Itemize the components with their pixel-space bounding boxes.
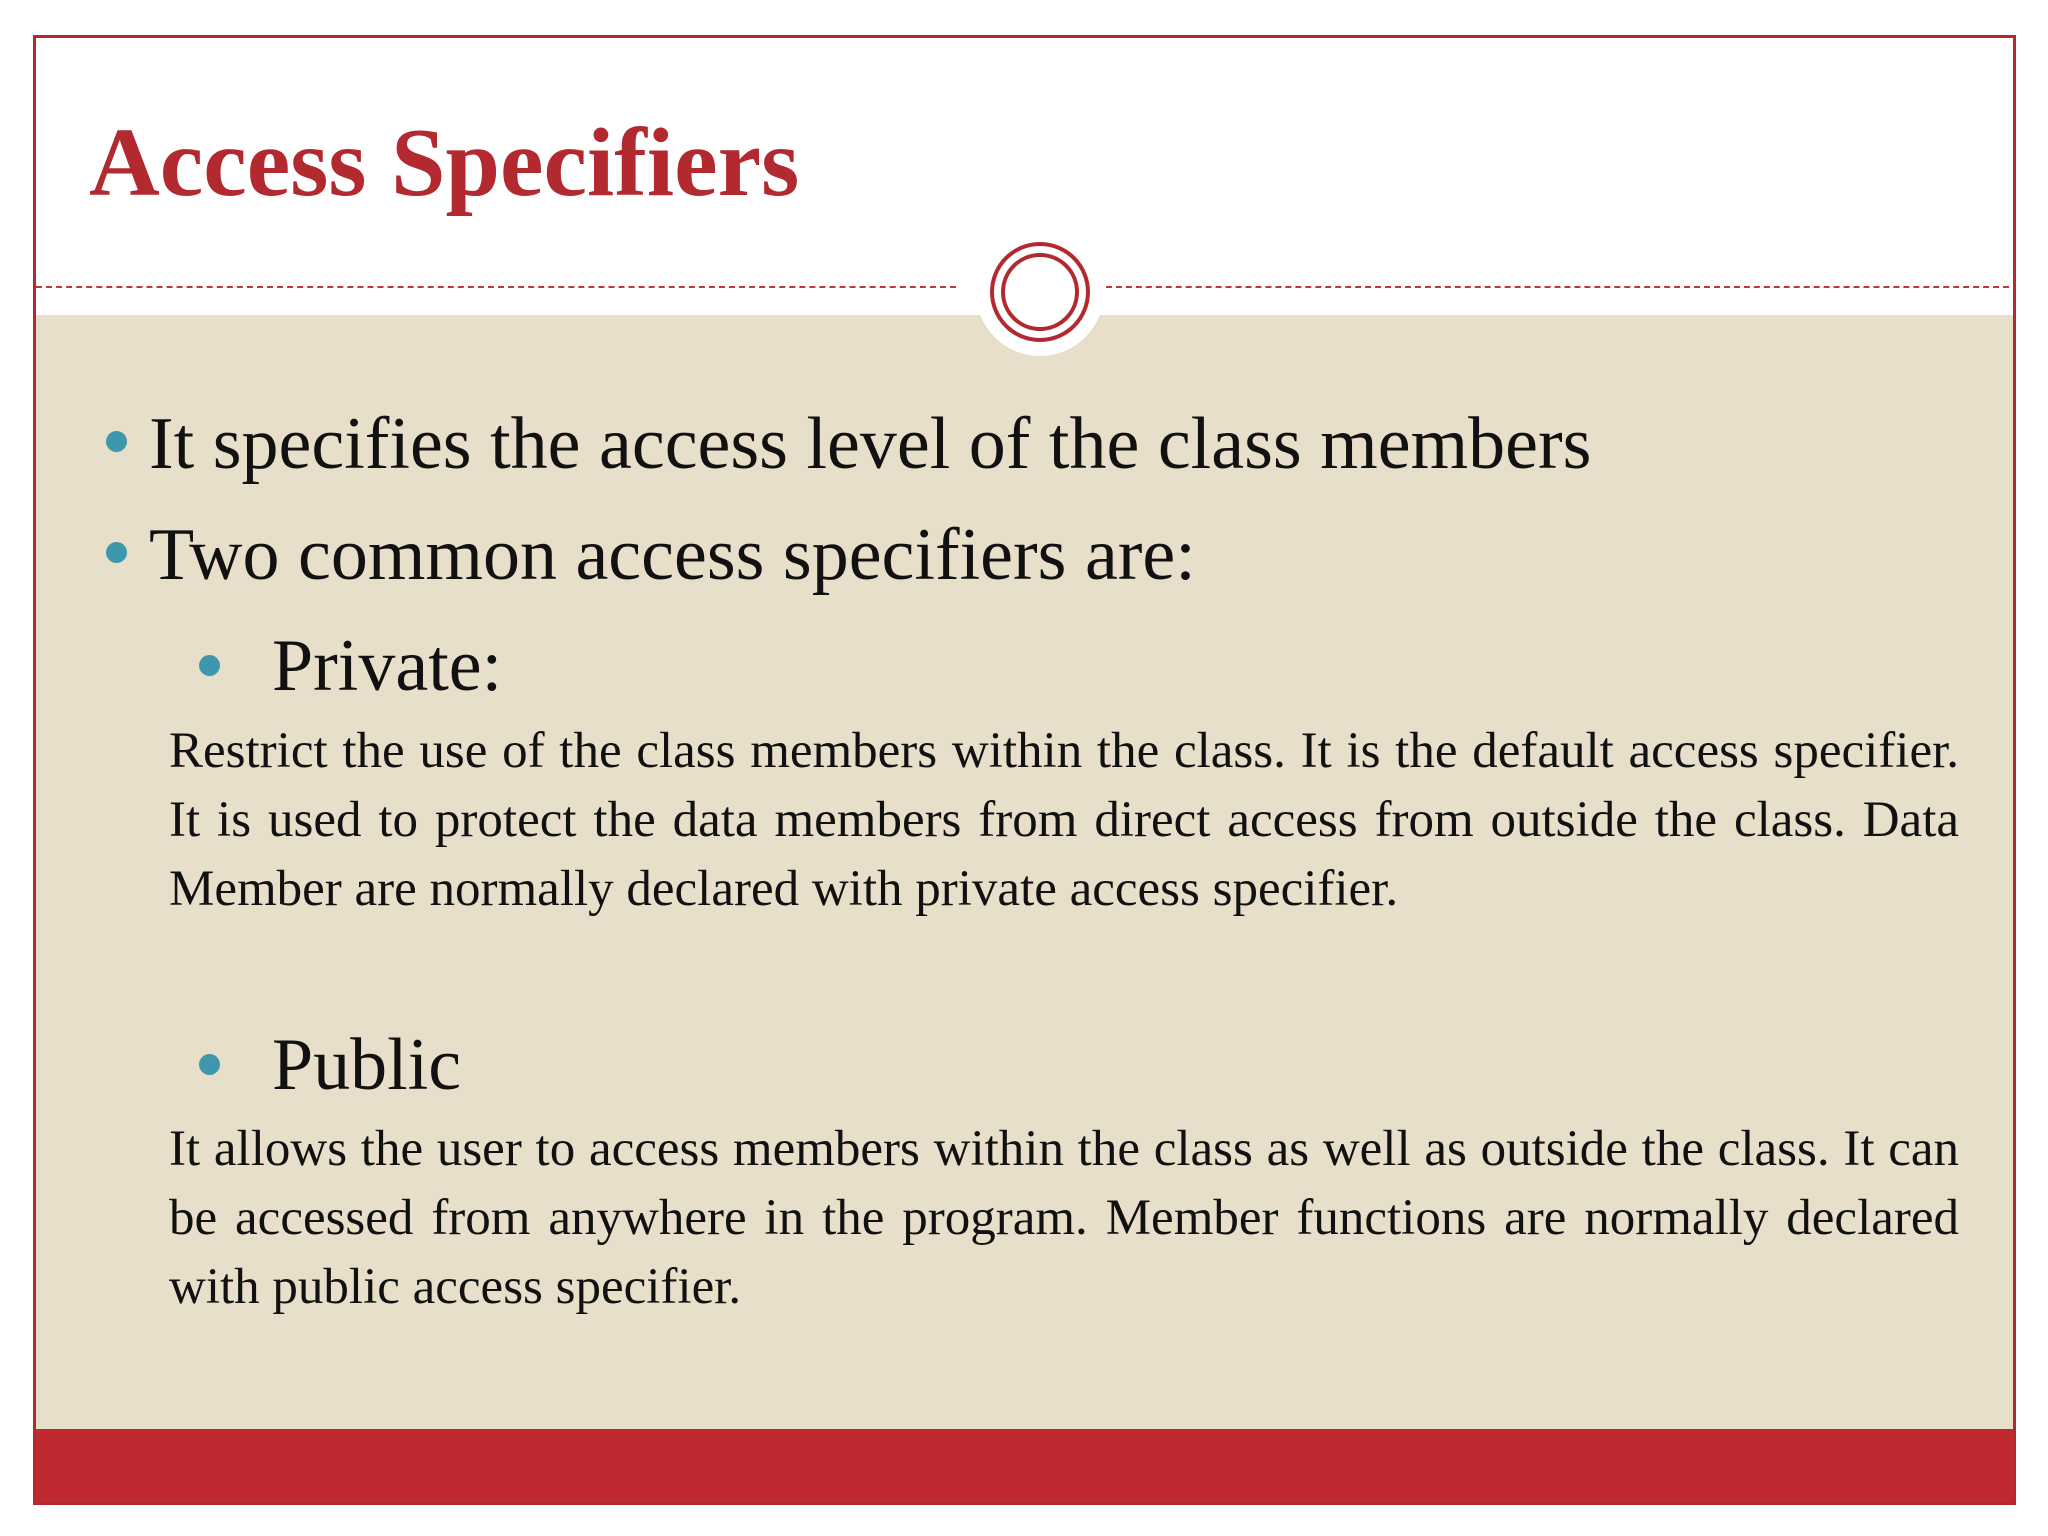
slide-title: Access Specifiers [89, 109, 800, 217]
bullet-dot-icon [199, 655, 220, 676]
bullet-access-level [149, 403, 1592, 485]
bullet-common-specifiers [149, 514, 1196, 596]
divider-dashed-left [36, 286, 956, 288]
bullet-text: Two common access specifiers are: [149, 514, 1196, 596]
divider-circle-ornament [976, 228, 1104, 356]
bullet-dot-icon [199, 1054, 220, 1075]
circle-ring-inner [1001, 253, 1079, 331]
sub-bullet-private [272, 625, 503, 707]
sub-bullet-public [272, 1024, 462, 1106]
private-description: Restrict the use of the class members within the class. It is the default access specifier. It is used to protect the data members from direct access from outside the class. Data Member are normally declared with private access specifier. [169, 723, 1959, 917]
public-description: It allows the user to access members within the class as well as outside the class. It can be accessed from anywhere in the program. Member functions are normally declared with public access specifier. [169, 1121, 1959, 1315]
divider-dashed-right [1096, 286, 2016, 288]
circle-ring-outer [990, 242, 1090, 342]
sub-bullet-heading: Public [272, 1024, 462, 1106]
slide-body [36, 315, 2013, 1471]
footer-bar [36, 1429, 2013, 1502]
bullet-text: It specifies the access level of the class members [149, 403, 1592, 485]
bullet-dot-icon [106, 431, 127, 452]
bullet-dot-icon [106, 542, 127, 563]
sub-bullet-heading: Private: [272, 625, 503, 707]
slide [33, 35, 2016, 1505]
